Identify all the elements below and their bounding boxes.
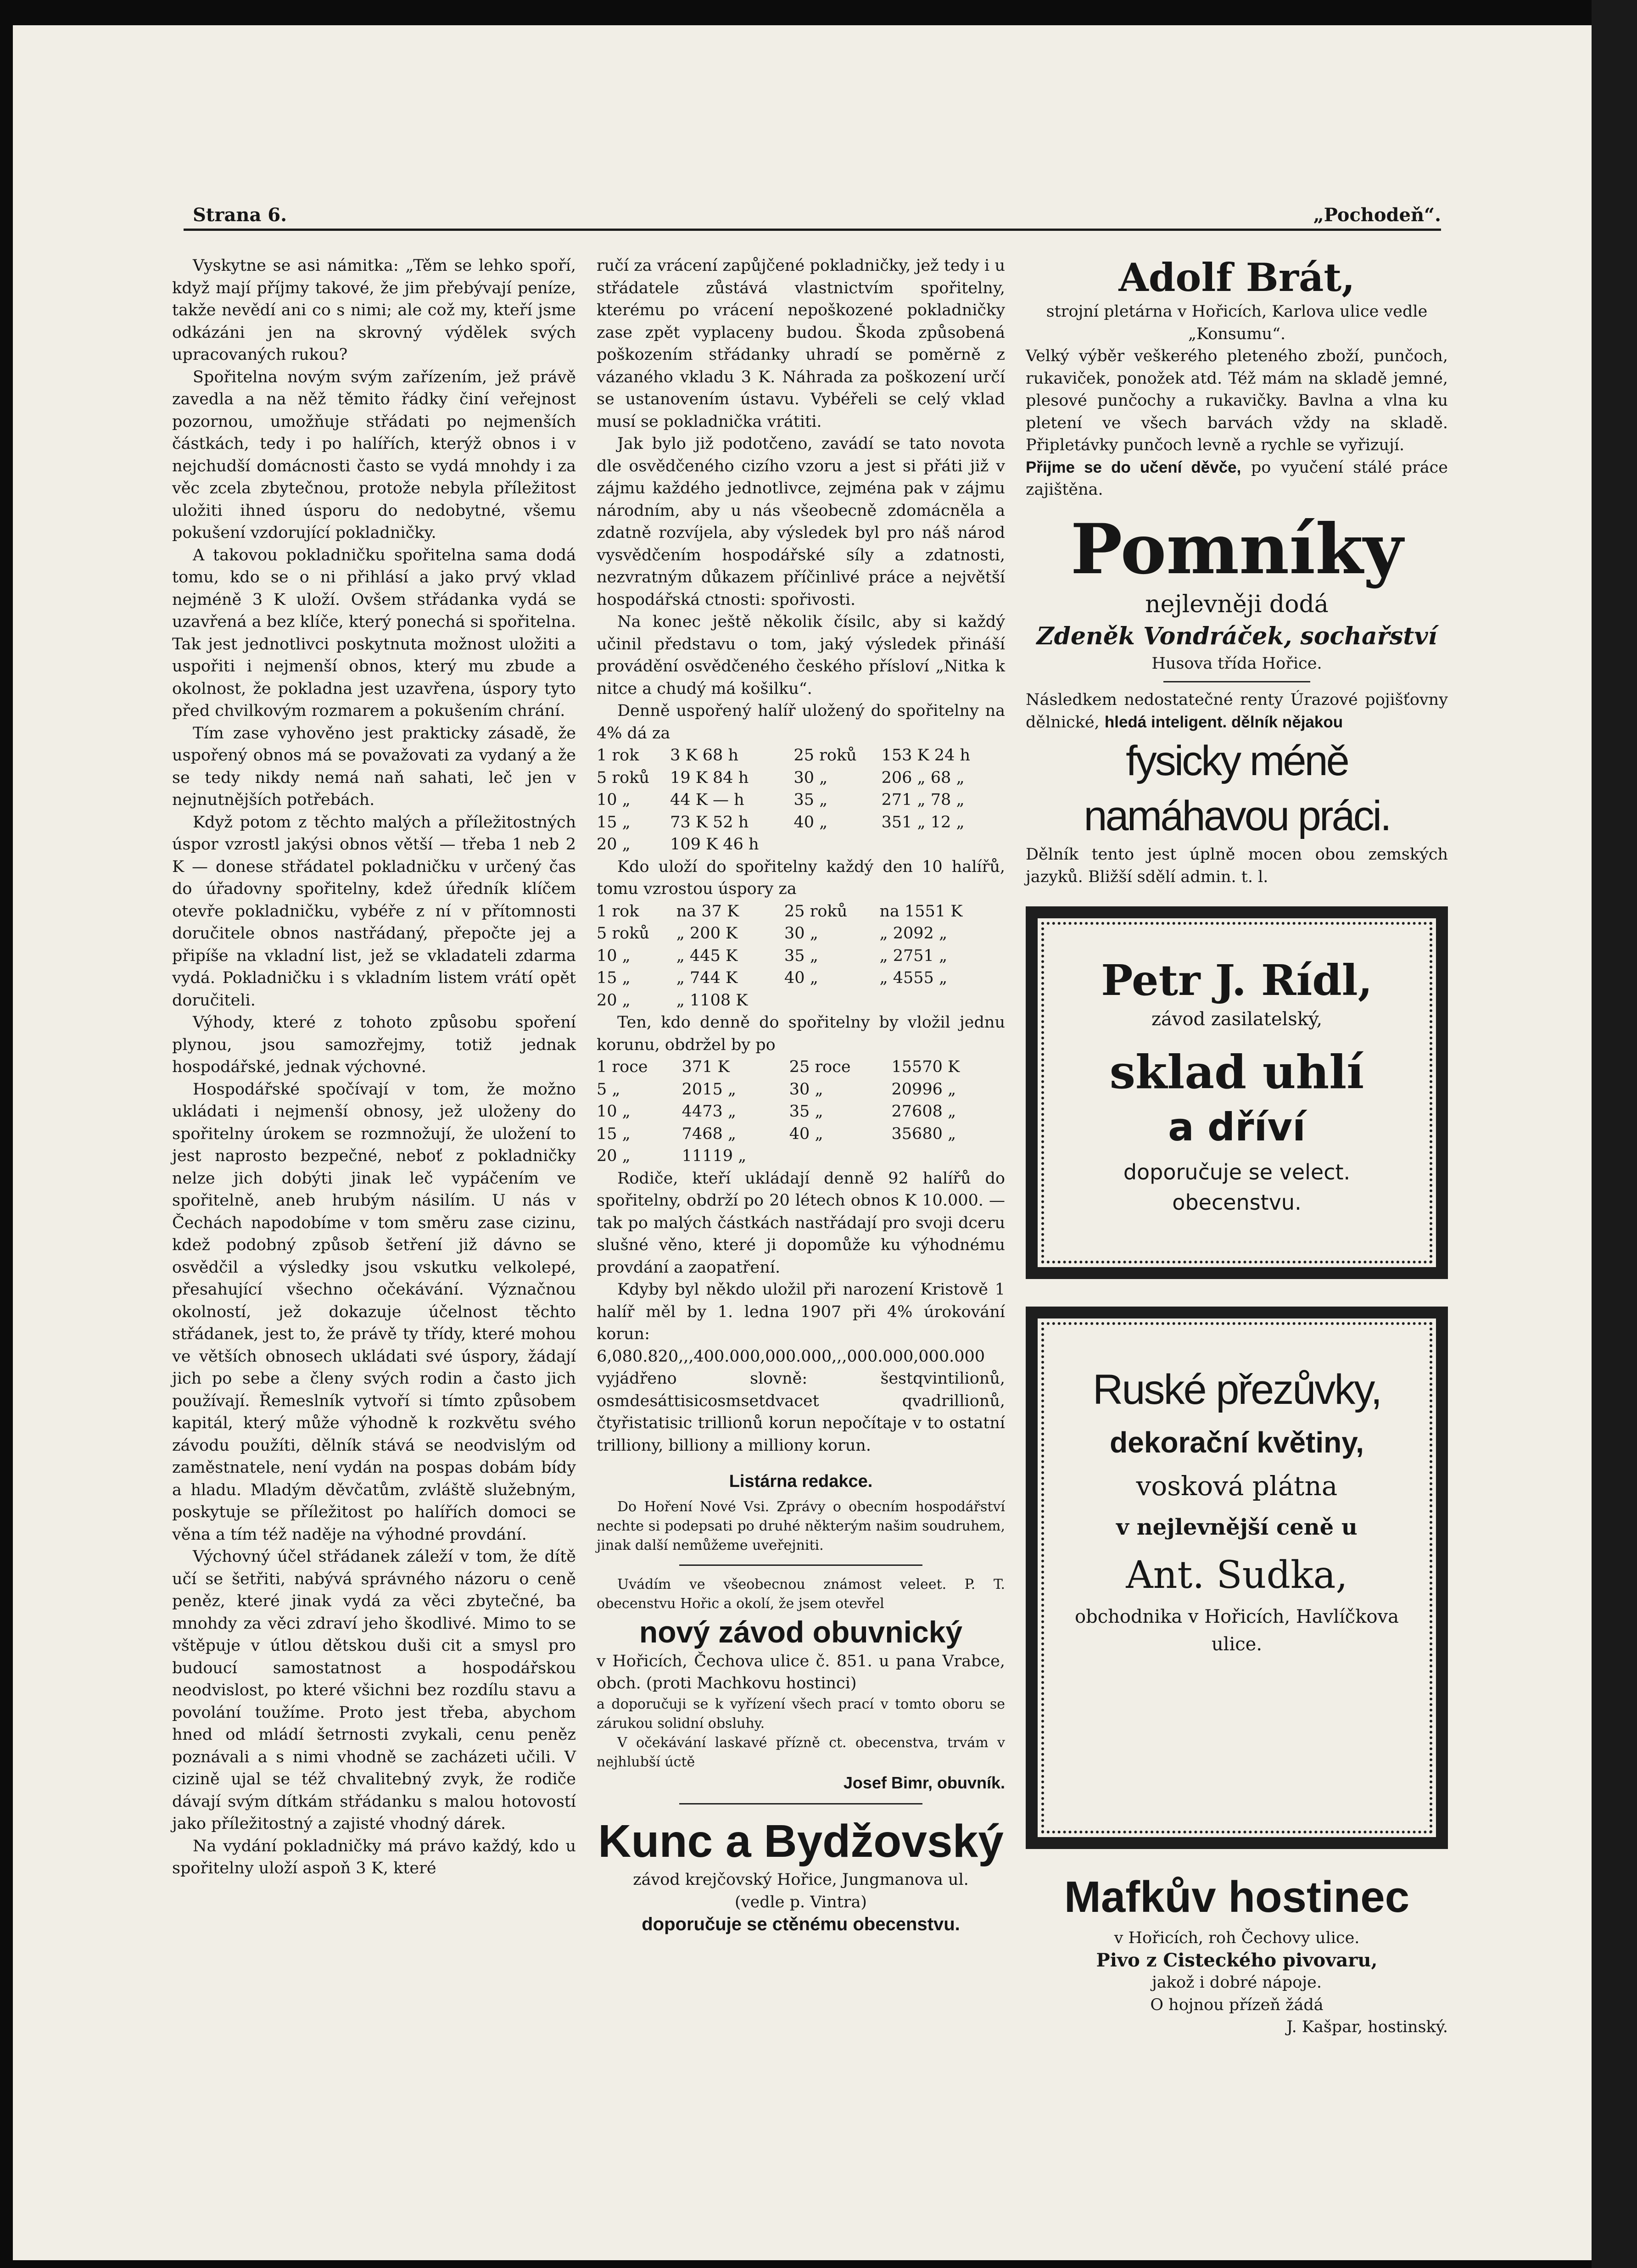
table-cell: 40 „ [784,969,818,987]
brat-tail: po vyučení stálé práce zajištěna. [1026,458,1448,499]
table-cell: 351 „ 12 „ [881,813,965,832]
paragraph: ručí za vrácení zapůjčené pokladničky, jež tedy i u střádatele zůstává vlastnictvím spořitelny, kterému po vrácení nepoškozené pokladničky zase zpět vyplaceny budou. Škoda způsobená poškozením střádanky uhradí se poměrně z vázaného vkladu 3 K. Náhrada za poškození určí se ustanovením ústavu. Vybéřeli se celý vklad musí se pokladnička vrátiti. [597,257,1005,431]
table-row [597,967,1005,989]
table-cell: 40 „ [793,813,828,832]
paragraph: Ten, kdo denně do spořitelny by vložil jednu korunu, obdržel by po [597,1013,1005,1054]
paragraph: Spořitelna novým svým zařízením, jež právě zavedla a na něž těmito řádky činí veřejnost pozornou, umožňuje střádati po nejmenších částkách, tedy i po halířích, kterýž obnos i v nejchudší domácnosti často se vydá mnohdy i za věc zcela zbytečnou, protože nebyla příležitost uložiti ihned úsporu do nedobytné, všemu pokušení vzdorující pokladničky. [172,368,576,542]
obuv-title: nový závod obuvnický [639,1614,963,1649]
page-header [184,201,1441,231]
paragraph: Jak bylo již podotčeno, zavádí se tato novota dle osvědčeného cizího vzoru a jest si přáti již v zájmu každého jednotlivce, zejména pak v zájmu národním, aby u nás všeobecně zdomácněla a zdatně rozvíjela, aby výsledek byl pro náš národ vysvědčením hospodářské síly a zdatnosti, nezvratným důkazem příčinlivé práce a největší hospodářská ctnosti: spořivosti. [597,435,1005,609]
table-cell: 109 K 46 h [670,835,759,854]
table-cell [784,989,879,1012]
listarna-text: Do Hoření Nové Vsi. Zprávy o obecním hospodářství nechte si podepsati po druhé některým našim soudruhem, jinak další nemůžeme uveřejniti. [597,1498,1005,1553]
table-cell: 371 K [682,1058,730,1076]
mafk-title: Mafkův hostinec [1064,1872,1410,1922]
table-cell: 1 roce [597,1058,648,1076]
table-row [597,900,1005,923]
table-row [597,1123,1005,1145]
table-row [597,1078,1005,1101]
column-2 [597,255,1005,1936]
obuv-intro: Uvádím ve všeobecnou známost veleet. P. T. obecenstvu Hořic a okolí, že jsem otevřel [597,1576,1005,1612]
table-cell: 25 roků [793,746,857,765]
table-cell: 153 K 24 h [881,746,970,765]
table-cell: 15570 K [891,1058,960,1076]
table-row [597,945,1005,967]
ridl-big2: a dříví [1168,1105,1306,1150]
kunc-line1: závod krejčovský Hořice, Jungmanova ul. [633,1871,969,1889]
table-row [597,1145,1005,1168]
table-cell: 35 „ [784,946,818,965]
table-cell: „ 200 K [676,924,738,943]
table-cell [892,1145,1005,1168]
table-row [597,1056,1005,1078]
table-row [597,789,1005,811]
table-cell: na 1551 K [879,902,963,921]
table-cell: na 37 K [676,902,739,921]
paragraph: Výhody, které z tohoto způsobu spoření plynou, jsou samozřejmy, totiž jednak hospodářské, jednak výchovné. [172,1013,576,1076]
divider [1163,681,1310,682]
table-cell: 44 K — h [670,791,744,809]
table-cell: 11119 „ [682,1147,747,1165]
ridl-line3: obecenstvu. [1172,1190,1302,1215]
paragraph: Výchovný účel střádanek záleží v tom, že dítě učí se šetřiti, nabývá správného názoru o ceně peněz, které jinak vydá za věci zbytečné, ba mnohdy za věci zdraví jeho škodlivé. Mimo to se vštěpuje v útlou dětskou duši cit a smysl pro budoucí samostatnost a hospodářskou neodvislost, po které všichni bez rozdílu stavu a povolání toužíme. Proto jest třeba, abychom hned od mládí šetrnosti zvykali, cenu peněz poznávali a s nimi vhodně se zacházeti učili. V cizině ujal se též chvalitebný zvyk, že rodiče dávají svým dítkám střádanku s malou hotovostí jako příležitostný a zajisté vhodný dárek. [172,1547,576,1833]
table-cell: 15 „ [597,969,631,987]
ridl-ad-box [1026,906,1448,1279]
table-row [597,744,1005,767]
paragraph: Kdyby byl někdo uložil při narození Kristově 1 halíř měl by 1. ledna 1907 při 4% úrokování korun: 6,080.820,,,400.000,000.000,,,000.000,000.000 vyjádřeno slovně: šestqvintilionů, osmdesáttisicosmsetdvacet qvadrillionů, čtyřistatisic trillionů korun nepočítaje v to ostatní trilliony, billiony a milliony korun. [597,1280,1005,1455]
inteligent-text1: Následkem nedostatečné renty Úrazové pojišťovny dělnické, [1026,691,1448,732]
savings-table-3 [597,1056,1005,1168]
kunc-title: Kunc a Bydžovský [598,1816,1004,1867]
pomniky-title: Pomníky [1070,508,1403,590]
obuv-text: a doporučuji se k vyřízení všech prací v tomto oboru se zárukou solidní obsluhy. [597,1696,1005,1732]
paper-title: „Pochodeň“. [1313,204,1441,226]
table-cell: 5 „ [597,1080,620,1099]
savings-table-2 [597,900,1005,1012]
kunc-line2: (vedle p. Vintra) [735,1893,867,1911]
table-cell: 30 „ [784,924,818,943]
paragraph: Tím zase vyhověno jest prakticky zásadě, že uspořený obnos má se považovati za vydaný a že se tedy nikdy nemá naň sahati, leč jen v nejnutnějších potřebách. [172,724,576,809]
table-cell: 20 „ [597,835,631,854]
scan-edge [1592,0,1637,2268]
table-cell: 10 „ [597,1102,631,1121]
sudka-ad-box [1026,1307,1448,1849]
sudka-name: Ant. Sudka, [1126,1553,1348,1597]
savings-table-1 [597,744,1005,856]
inteligent-bold: hledá inteligent. dělník nějakou [1104,713,1343,731]
brat-title: Adolf Brát, [1118,255,1355,300]
table-cell: 1 rok [597,902,639,921]
table-row [597,767,1005,789]
table-cell [793,833,881,856]
paragraph: Na vydání pokladničky má právo každý, kdo u spořitelny uloží aspoň 3 K, které [172,1837,576,1877]
table-cell: „ 4555 „ [879,969,948,987]
table-row [597,922,1005,945]
table-cell: 35 „ [789,1102,823,1121]
mafk-line2: Pivo z Cisteckého pivovaru, [1096,1949,1378,1971]
inteligent-big: fysicky méně namáhavou práci. [1084,737,1390,839]
paragraph: Když potom z těchto malých a příležitostných úspor vzrostl jakýsi obnos větší — třeba 1 neb 2 K — donese střádatel pokladničku v určený čas do úřadovny spořitelny, kdež úředník klíčem otevře pokladničku, vybéře z ní v přítomnosti doručitele obnos nastřádaný, přepočte jej a připíše na vkladní list, jež se vkladateli zdarma vydá. Pokladničku i s vkladním listem vrátí opět doručiteli. [172,813,576,1010]
listarna-heading: Listárna redakce. [729,1472,873,1491]
paragraph: Na konec ještě několik čísilc, aby si každý učinil představu o tom, jaký výsledek přináší provádění osvědčeného českého přísloví „Nitka k nitce a chudý má košilku“. [597,613,1005,698]
sudka-title2: dekorační květiny, [1110,1426,1364,1459]
mafk-line4: O hojnou přízeň žádá [1150,1995,1324,2014]
table-cell: 19 K 84 h [670,768,749,787]
table-cell: 40 „ [789,1124,823,1143]
table-cell: 27608 „ [891,1102,956,1121]
column-1 [172,255,576,1880]
pomniky-address: Husova třída Hořice. [1151,654,1322,673]
column-3 [1026,255,1448,2039]
table-cell: „ 1108 K [676,991,748,1010]
pomniky-name: Zdeněk Vondráček, sochařství [1036,622,1437,650]
inteligent-text2: Dělník tento jest úplně mocen obou zemských jazyků. Bližší sdělí admin. t. l. [1026,845,1448,886]
table-cell: 35 „ [793,791,828,809]
table-cell: 30 „ [789,1080,823,1099]
paragraph: Denně uspořený halíř uložený do spořitelny na 4% dá za [597,702,1005,743]
table-cell: 20 „ [597,1147,631,1165]
mafk-signature: J. Kašpar, hostinský. [1286,2018,1448,2036]
paragraph: Kdo uloží do spořitelny každý den 10 halířů, tomu vzrostou úspory za [597,857,1005,898]
table-cell: 5 roků [597,768,649,787]
ridl-line1: závod zasilatelský, [1151,1009,1323,1030]
table-cell: 15 „ [597,813,631,832]
table-cell [879,989,1005,1012]
page-number: Strana 6. [193,204,287,226]
mafk-line1: v Hořicích, roh Čechovy ulice. [1114,1929,1360,1947]
table-cell: 7468 „ [682,1124,737,1143]
table-cell: „ 2751 „ [879,946,948,965]
brat-text: Velký výběr veškerého pleteného zboží, punčoch, rukaviček, ponožek atd. Též mám na skladě jemné, plesové punčochy a rukavičky. Bavlna a vlna ku pletení ve všech barvách vždy na skladě. Připletávky punčoch levně a rychle se vyřizují. [1026,347,1448,454]
table-cell: 4473 „ [682,1102,737,1121]
table-cell: „ 744 K [676,969,738,987]
table-cell: 5 roků [597,924,649,943]
table-row [597,1100,1005,1123]
mafk-line3: jakož i dobré nápoje. [1152,1973,1322,1992]
table-cell: 2015 „ [682,1080,737,1099]
table-row [597,989,1005,1012]
sudka-line2: v nejlevnější ceně u [1116,1514,1358,1540]
table-cell: 30 „ [793,768,828,787]
table-cell: 206 „ 68 „ [881,768,965,787]
table-cell: 271 „ 78 „ [881,791,965,809]
table-cell: 3 K 68 h [670,746,738,765]
table-cell: „ 445 K [676,946,738,965]
ridl-line2: doporučuje se velect. [1123,1160,1351,1184]
paragraph: Rodiče, kteří ukládají denně 92 halířů do spořitelny, obdrží po 20 létech obnos K 10.000. — tak po malých částkách nastřádají pro svoji dceru slušné věno, které ji dopomůže ku výhodnému provdání a zaopatření. [597,1169,1005,1277]
divider [679,1803,922,1804]
brat-bold: Přijme se do učení děvče, [1026,458,1241,476]
obuv-address: v Hořicích, Čechova ulice č. 851. u pana Vrabce, obch. (proti Machkovu hostinci) [597,1652,1005,1693]
table-cell: 10 „ [597,946,631,965]
table-cell: 25 roce [789,1058,851,1076]
paragraph: Hospodářské spočívají v tom, že možno ukládati i nejmenší obnosy, jež uloženy do spořitelny úrokem se rozmnožují, že uložení to jest naprosto bezpečné, neboť z pokladničky nelze jich dobýti jinak leč vypáčením ve spořitelně, aneb hrubým násilím. U nás v Čechách napodobíme v tom směru zase cizinu, kdež podobný způsob šetření již dávno se osvědčil a výsledky jsou vskutku velkolepé, přesahující všechno očekávání. Význačnou okolností, jež dokazuje účelnost těchto střádanek, jest to, že právě ty třídy, které mohou ve větších obnosech ukládati své úspory, žádají jich po sebe a členy svých rodin a často jich používají. Řemeslník vytvoří si tímto způsobem kapitál, který může výhodně k rozkvětu svého závodu použíti, dělník stává se neodvislým od zaměstnatele, není vydán na pospas dobám bídy a hladu. Mladým děvčatům, zvláště služebným, poskytuje se příležitost po halířích domoci se věna a tím též naděje na výhodné provdání. [172,1080,576,1544]
brat-sub: strojní pletárna v Hořicích, Karlova ulice vedle „Konsumu“. [1046,302,1428,343]
table-row [597,833,1005,856]
ridl-big1: sklad uhlí [1109,1045,1364,1099]
table-cell [882,833,1005,856]
table-cell: 15 „ [597,1124,631,1143]
table-cell: 20 „ [597,991,631,1010]
table-cell: „ 2092 „ [879,924,948,943]
kunc-line3: doporučuje se ctěnému obecenstvu. [642,1914,960,1934]
divider [679,1564,922,1566]
table-cell: 20996 „ [891,1080,956,1099]
paragraph: Vyskytne se asi námitka: „Těm se lehko spoří, když mají příjmy takové, že jim přebývají peníze, takže nevědí ani co s nimi; ale což my, kteří jsme odkázáni jen na skrovný výdělek svých upracovaných rukou? [172,257,576,364]
table-cell: 10 „ [597,791,631,809]
paragraph: A takovou pokladničku spořitelna sama dodá tomu, kdo se o ni přihlásí a jako prvý vklad nejméně 3 K uloží. Ovšem střádanka vydá se uzavřená a bez klíče, který ponechá si spořitelna. Tak jest jednotlivci poskytnuta možnost uložiti a uspořiti i nejmenší obnos, který mu zbude a okolnost, že pokladna jest uzavřena, úspory tyto před chvilkovým rozmarem a pokušením chrání. [172,546,576,720]
table-row [597,811,1005,834]
obuv-text2: V očekávání laskavé přízně ct. obecenstva, trvám v nejhlubší úctě [597,1734,1005,1770]
obuv-signature: Josef Bimr, obuvník. [843,1773,1005,1792]
table-cell: 73 K 52 h [670,813,749,832]
sudka-line1: vosková plátna [1136,1470,1338,1502]
sudka-title1: Ruské přezůvky, [1092,1366,1381,1413]
table-cell: 35680 „ [891,1124,956,1143]
pomniky-line1: nejlevněji dodá [1145,590,1329,618]
ridl-name: Petr J. Rídl, [1101,955,1373,1005]
table-cell [789,1145,892,1168]
table-cell: 1 rok [597,746,639,765]
table-cell: 25 roků [784,902,848,921]
sudka-line3: obchodnika v Hořicích, Havlíčkova ulice. [1075,1606,1399,1655]
